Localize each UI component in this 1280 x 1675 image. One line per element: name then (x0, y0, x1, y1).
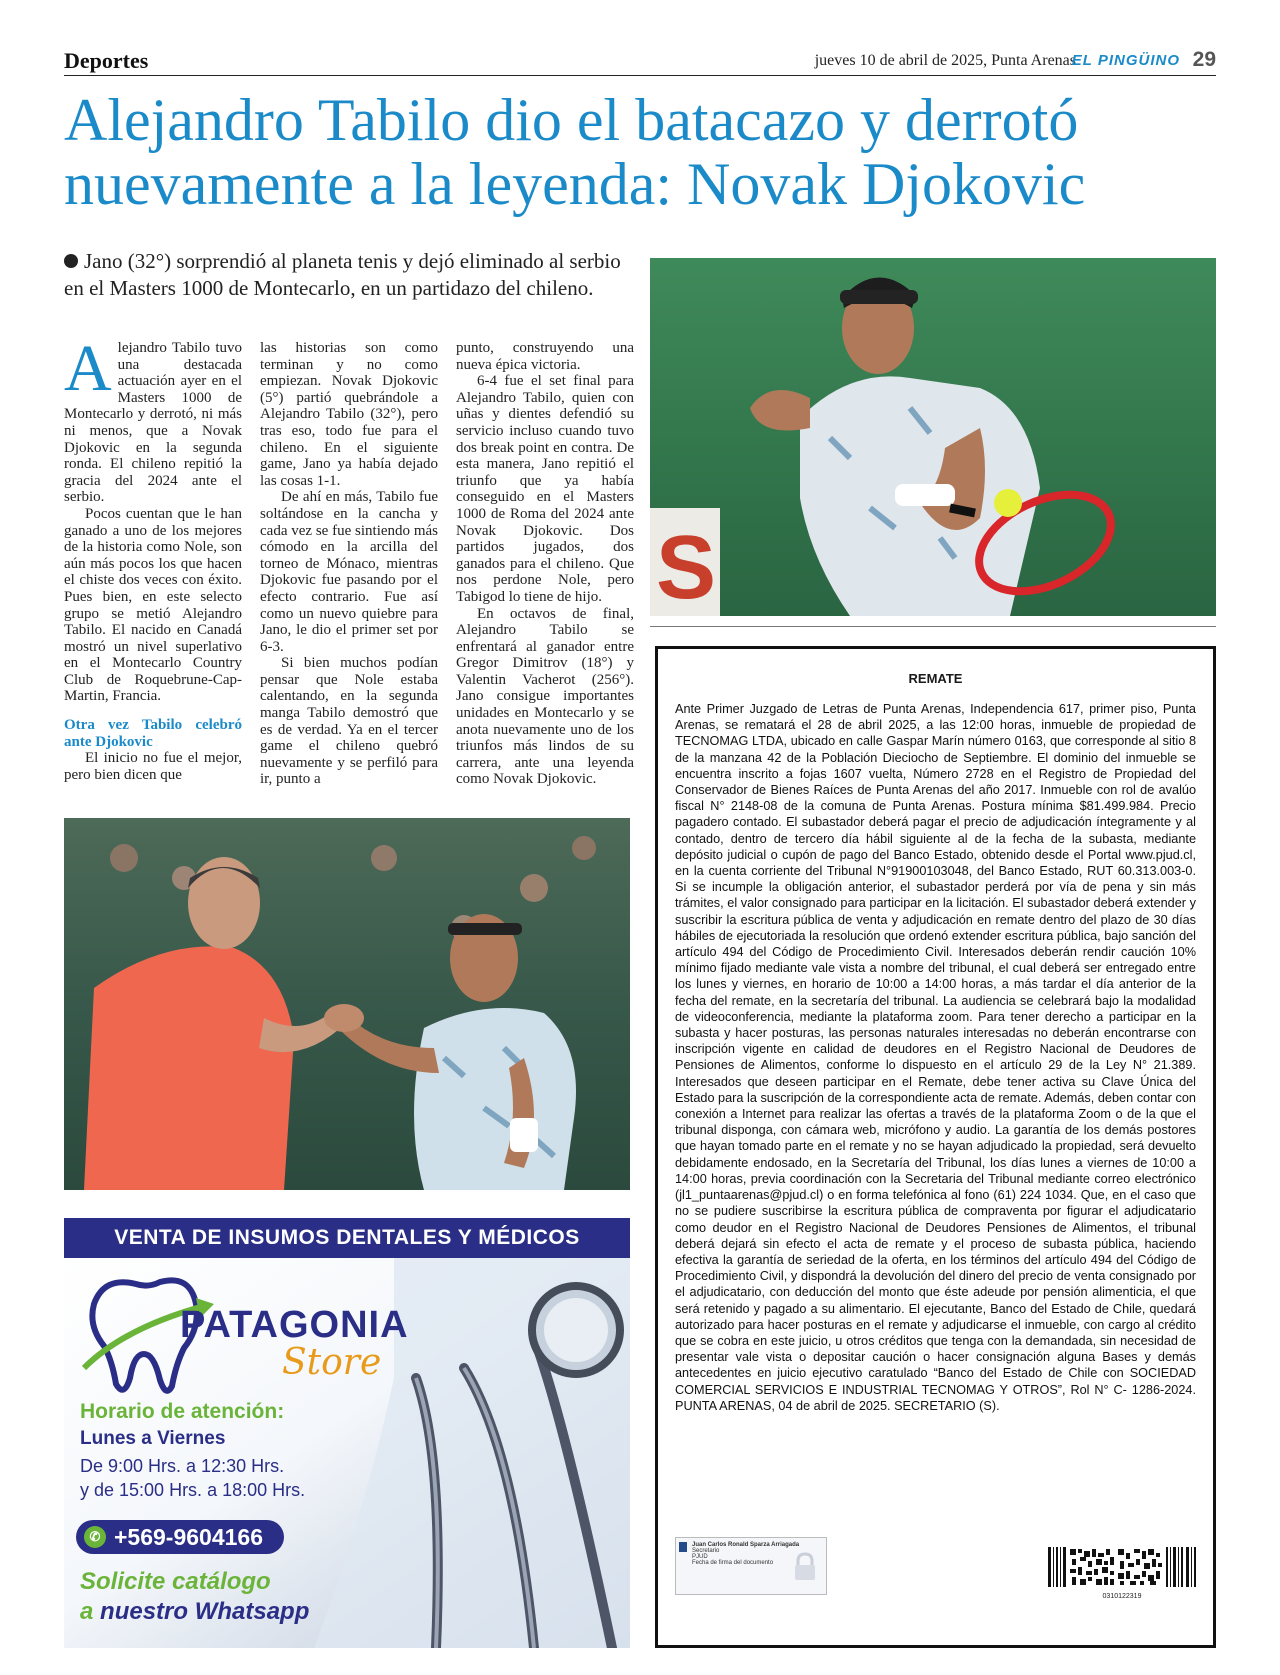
photo-handshake (64, 818, 630, 1190)
paragraph-1: Alejandro Tabilo tuvo una destacada actuación ayer en el Masters 1000 de Montecarlo y derrotó, ni más ni menos, que a Novak Djokovic en la segunda ronda. El chileno repitió la gracia del 2024 ante el serbio. (64, 332, 242, 506)
headline-line-1: Alejandro Tabilo dio el batacazo y derrotó (64, 87, 1079, 153)
paragraph-2: Pocos cuentan que le han ganado a uno de los mejores de la historia como Nole, son aún más pocos los que hacen el chiste dos veces con éxito. Pues bien, en este selecto grupo se metió Alejandro Tabilo. El nacido en Canadá mostró un nivel superlativo en el Montecarlo Country Club de Roquebrune-Cap-Martin, Francia. (64, 505, 242, 705)
article-headline (64, 88, 1224, 216)
paragraph-3-start: El inicio no fue el mejor, pero bien dicen que (64, 750, 242, 783)
article-subhead: Otra vez Tabilo celebró ante Djokovic (64, 717, 242, 750)
paragraph-5: Si bien muchos podían pensar que Nole estaba calentando, en la segunda manga Tabilo demostró que es de verdad. Ya en el tercer game el chileno quebró nuevamente y se perfiló para ir, punto a (260, 655, 438, 788)
ad-cta-whatsapp: nuestro Whatsapp (100, 1598, 310, 1625)
bullet-icon (64, 254, 78, 268)
legal-notice-title: REMATE (908, 671, 963, 686)
drop-cap: A (64, 332, 112, 405)
legal-notice-body: Ante Primer Juzgado de Letras de Punta Arenas, Independencia 617, primer piso, Punta Arenas, se rematará el 28 de abril 2025, a las 12:00 horas, inmueble de propiedad de TECNOMAG LTDA, ubicado en calle Gaspar Marín número 0163, que corresponde al sitio 8 de la manzana 42 de la Población Dieciocho de Septiembre. El dominio del inmueble se encuentra inscrito a fojas 1607 vuelta, Número 2728 en el Registro de Propiedad del Conservador de Bienes Raíces de Punta Arenas del año 2017. Inmueble con rol de avalúo fiscal N° 2148-08 de la comuna de Punta Arenas. Postura mínima $81.499.984. Precio pagadero contado. El subastador deberá pagar el precio de adjudicación íntegramente y al contado, dentro de tercero día hábil siguiente al de la fecha de la subasta, mediante depósito judicial o cupón de pago del Banco Estado, obtenido desde el Portal www.pjud.cl, en la cuenta corriente del Tribunal N°91900103048, del Banco Estado, RUT 60.313.003-0. Si se incumple la obligación anterior, el subastador perderá por vía de pena y sin más trámites, el valor consignado para participar en la licitación. El subastador deberá extender y suscribir la escritura pública de venta y adjudicación en remate dentro del plazo de 30 días hábiles de ejecutoriada la resolución que ordenó extender escritura pública, bajo sanción del artículo 494 del Código de Procedimiento Civil. Interesados deberán rendir caución 10% mínimo fijado mediante vale vista a nombre del tribunal, el cual deberá ser entregado entre los lunes y viernes, en horario de 10:00 a 14:00 horas, a más tardar el día anterior de la fecha del remate, en la secretaría del tribunal. La audiencia se celebrará bajo la modalidad de videoconferencia, mediante la plataforma zoom. Para tener derecho a participar en la subasta y hacer posturas, las personas naturales interesadas no deberán encontrarse con inscripción vigente en calidad de deudores en el Registro Nacional de Deudores de Pensiones de Alimentos, conforme lo dispuesto en el artículo 29 de la Ley N° 21.389. Interesados que deseen participar en el Remate, debe tener activa su Clave Única del Estado para la suscripción de la correspondiente acta de remate. Además, deben contar con conexión a Internet para realizar las ofertas a través de la plataforma Zoom o de la que el tribunal disponga, con cámara web, micrófono y audio. La garantía de los demás postores que hayan tomado parte en el remate y no se hayan adjudicado la propiedad, será devuelto debidamente endosado, en la Secretaría del Tribunal, los días lunes a viernes de 10:00 a 14:00 horas, previa coordinación con la Secretaria del Tribunal mediante correo electrónico (jl1_puntaarenas@pjud.cl) o en forma telefónica al fono (61) 224 1034. Que, en el caso que no se pudiere suscribirse la escritura pública de compraventa por figurar el adjudicatario como deudor en el Registro Nacional de Deudores Pensiones de Alimentos, el tribunal deberá dejará sin efecto el acta de remate y el proceso de subasta pública, haciendo efectiva la garantía de seriedad de la oferta, en los términos del artículo 494 del Código de Procedimiento Civil, y dispondrá la devolución del dinero del precio de venta consignado por el adjudicatario, con deducción del monto que éste adeude por pensión alimenticia, el que será retenido y pagado a su alimentario. El ejecutante, Banco del Estado de Chile, quedará autorizado para hacer posturas en el remate y adjudicarse el inmueble, con cargo al crédito que se cobra en este juicio, u otros créditos que tenga con la demandada, sin necesidad de presentar vale vista o depositar caución o hacer consignación alguna Bases y demás antecedentes en juicio ejecutivo caratulado “Banco del Estado de Chile con SOCIEDAD COMERCIAL SERVICIOS E INDUSTRIAL TECNOMAG Y OTROS”, Rol N° C- 1286-2024. PUNTA ARENAS, 04 de abril de 2025. SECRETARIO (S). (675, 702, 1196, 1413)
ad-cta-line-1: Solicite catálogo (80, 1568, 271, 1595)
phone-icon: ✆ (84, 1526, 106, 1548)
digital-signature-block (675, 1537, 827, 1595)
ad-morning-hours: De 9:00 Hrs. a 12:30 Hrs. (80, 1456, 285, 1476)
ad-brand-name: PATAGONIA (180, 1304, 409, 1346)
legal-notice-box (655, 646, 1216, 1648)
signer-org: PJUD (692, 1554, 708, 1560)
signer-name: Juan Carlos Ronald Sparza Arriagada (692, 1542, 800, 1548)
ad-cta-line-2 (80, 1598, 309, 1626)
article-column-2 (260, 340, 438, 788)
ad-hours-title: Horario de atención: (80, 1400, 285, 1423)
paragraph-6: 6-4 fue el set final para Alejandro Tabilo, quien con uñas y dientes defendió su servicio incluso cuando tuvo dos break point en contra. De esta manera, Jano repitió el triunfo que ya había conseguido en el Masters 1000 de Roma del 2024 ante Novak Djokovic. Dos partidos jugados, dos ganados para el chileno. Que nos perdone Nole, pero Tabigod lo tiene de hijo. (456, 373, 634, 605)
ad-cta-prefix: a (80, 1598, 94, 1625)
photo-tabilo-forehand (650, 258, 1216, 616)
newspaper-brand: EL PINGÜINO (1071, 52, 1180, 69)
page-header (64, 48, 1216, 76)
document-code: 0310122319 (1102, 1593, 1142, 1600)
article-column-1 (64, 332, 242, 783)
article-column-3 (456, 340, 634, 788)
ad-banner: VENTA DE INSUMOS DENTALES Y MÉDICOS (64, 1218, 630, 1258)
dateline: jueves 10 de abril de 2025, Punta Arenas (814, 52, 1076, 69)
column-divider (650, 626, 1216, 627)
ad-phone-number: +569-9604166 (114, 1524, 264, 1550)
headline-line-2: nuevamente a la leyenda: Novak Djokovic (64, 151, 1086, 217)
ad-phone-pill[interactable] (76, 1520, 284, 1554)
section-label: Deportes (64, 48, 149, 73)
paragraph-3-end: las historias son como terminan y no como empiezan. Novak Djokovic (5°) partió quebrándole a Alejandro Tabilo (32°), pero tras eso, todo fue para el chileno. En el siguiente game, Jano ya había dejado las cosas 1-1. (260, 340, 438, 489)
signature-note: Fecha de firma del documento (692, 1560, 774, 1566)
ad-days: Lunes a Viernes (80, 1428, 226, 1449)
signer-role: Secretario (692, 1548, 720, 1554)
svg-text:S: S (656, 518, 717, 616)
lock-icon (792, 1552, 818, 1582)
qr-code-icon (1048, 1547, 1196, 1587)
paragraph-7: En octavos de final, Alejandro Tabilo se enfrentará al ganador entre Gregor Dimitrov (18°) y Valentin Vacherot (256°). Jano consigue importantes unidades en Montecarlo y se anota nuevamente uno de los triunfos más lindos de su carrera, ante una leyenda como Novak Djokovic. (456, 605, 634, 788)
lede-text: Jano (32°) sorprendió al planeta tenis y dejó eliminado al serbio en el Masters 1000 de Montecarlo, en un partidazo del chileno. (64, 249, 621, 300)
paragraph-4: De ahí en más, Tabilo fue soltándose en la cancha y cada vez se fue sintiendo más cómodo en la arcilla del torneo de Mónaco, mientras Djokovic fue pasando por el efecto contrario. Fue así como un nuevo quiebre para Jano, le dio el primer set por 6-3. (260, 489, 438, 655)
page-number: 29 (1192, 48, 1216, 71)
paragraph-5-end: punto, construyendo una nueva épica victoria. (456, 340, 634, 373)
ad-afternoon-hours: y de 15:00 Hrs. a 18:00 Hrs. (80, 1480, 306, 1500)
ad-brand-sub: Store (282, 1342, 382, 1383)
judiciary-emblem-icon (679, 1542, 687, 1552)
advertisement-patagonia-store (64, 1218, 630, 1648)
article-lede (64, 248, 630, 302)
